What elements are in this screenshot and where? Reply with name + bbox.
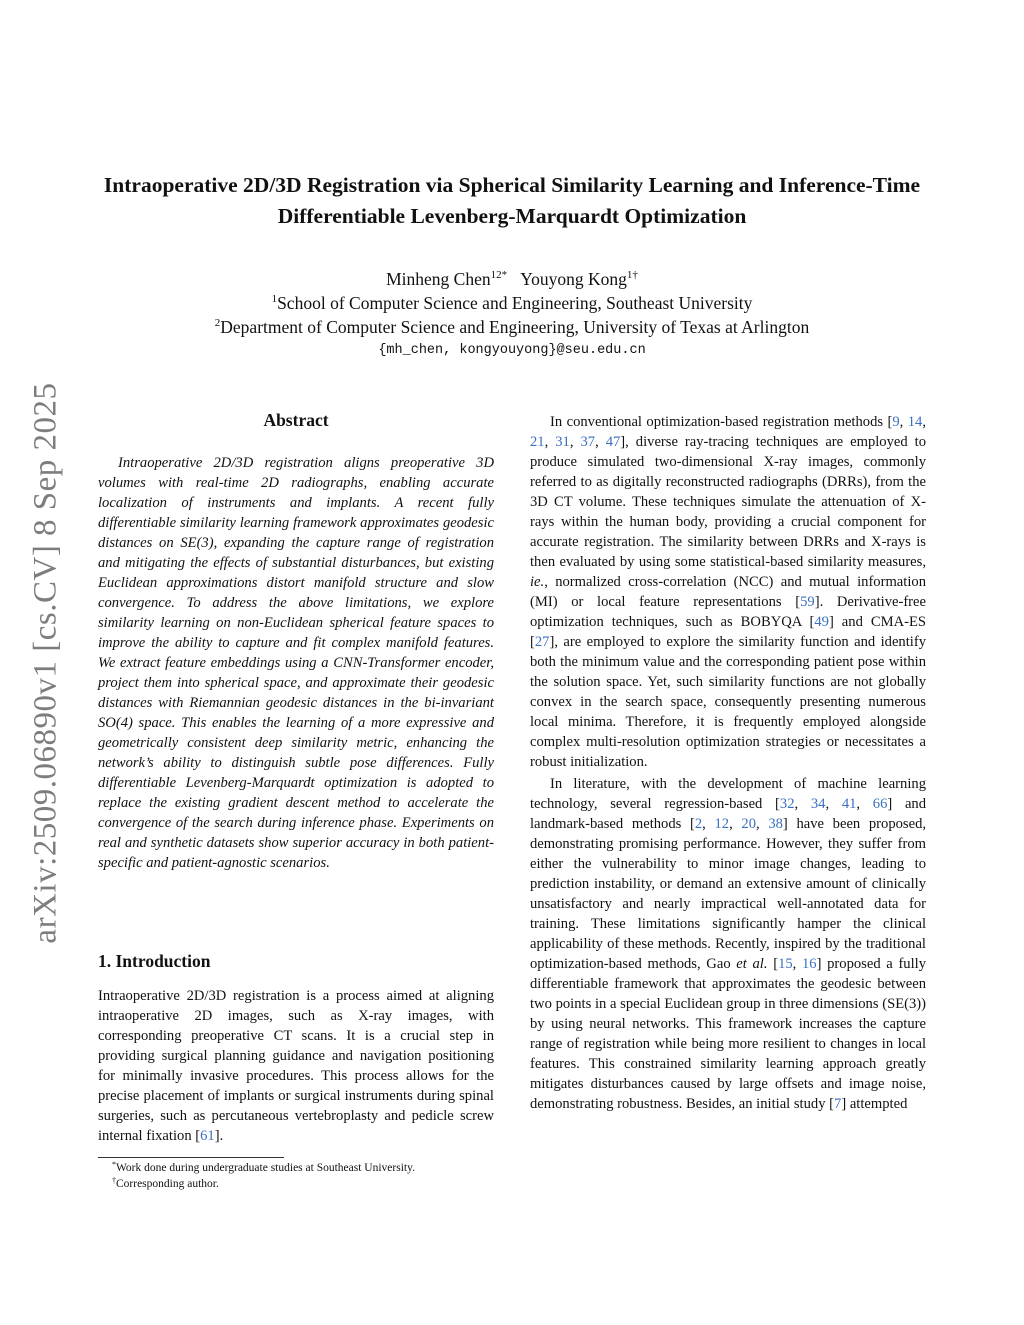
citation-separator: , [729, 816, 742, 832]
text-span: ] have been proposed, demonstrating promising performance. However, they suffer from either the vulnerability to minor image changes, leading to prediction instability, or demand an extensive amount of clinically unsatisfactory and nearly impractical well-annotated data for training. These limitations significantly hamper the clinical applicability of these methods. Recently, inspired by the traditional optimization-based methods, Gao [530, 816, 927, 972]
citation-link[interactable]: 37 [580, 434, 596, 450]
footnote-1-text: Work done during undergraduate studies at Southeast University. [116, 1162, 415, 1174]
footnote-1-mark: * [112, 1160, 116, 1169]
citation-separator: , [794, 796, 811, 812]
text-span: ], diverse ray-tracing techniques are employed to produce simulated two-dimensional X-ray images, commonly referred to as digitally reconstructed radiographs (DRRs), from the 3D CT volume. These techniques simulate the attenuation of X-rays within the human body, providing a crucial component for accurate registration. The similarity between DRRs and X-rays is then evaluated by using some statistical-based similarity measures, [530, 434, 927, 570]
affiliation-2-text: Department of Computer Science and Engineering, University of Texas at Arlington [220, 317, 810, 337]
emphasis-ie: ie. [530, 574, 545, 590]
intro-paragraph-1 [98, 986, 494, 1146]
affiliation-2 [90, 315, 934, 339]
text-span: ], are employed to explore the similarity function and identify both the minimum value and the corresponding patient pose within the solution space. Yet, such similarity functions are not globally convex in the search space, consequently presenting numerous local minima. Therefore, it is frequently employed alongside complex multi-resolution optimization strategies or necessitates a robust initialization. [530, 634, 926, 770]
citation-link[interactable]: 31 [555, 434, 570, 450]
author-names [90, 267, 934, 291]
citation-link[interactable]: 9 [892, 414, 900, 430]
citation-separator: , [856, 796, 873, 812]
text-span: ] and landmark-based methods [ [530, 796, 927, 832]
footnotes [98, 1160, 498, 1192]
citation-link[interactable]: 47 [605, 434, 621, 450]
citation-link[interactable]: 59 [800, 594, 815, 610]
citation-separator: , [792, 956, 802, 972]
author-2-name: Youyong Kong [520, 269, 627, 289]
right-column-body [530, 412, 926, 1114]
right-paragraph-2 [530, 774, 926, 1114]
citation-separator: , [825, 796, 842, 812]
citation-link[interactable]: 27 [534, 634, 550, 650]
text-span: ] and CMA-ES [ [530, 614, 926, 650]
citation-link[interactable]: 61 [200, 1128, 215, 1144]
paper-title: Intraoperative 2D/3D Registration via Spherical Similarity Learning and Inference-Time Differentiable Levenberg-Marquardt Optimization [103, 173, 921, 228]
text-span: ] attempted [841, 1096, 908, 1112]
citation-separator: , [595, 434, 606, 450]
author-1-name: Minheng Chen [386, 269, 491, 289]
citation-link[interactable]: 49 [814, 614, 829, 630]
citation-separator: , [756, 816, 769, 832]
citation-link[interactable]: 2 [694, 816, 703, 832]
text-span: , normalized cross-correlation (NCC) and mutual information (MI) or local feature representations [ [530, 574, 926, 610]
author-1-affiliation-mark: 12* [490, 269, 508, 281]
footnote-divider [98, 1157, 284, 1158]
abstract-text: Intraoperative 2D/3D registration aligns preoperative 3D volumes with real-time 2D radiographs, enabling accurate localization of instruments and implants. A recent fully differentiable similarity learning framework approximates geodesic distances on SE(3), expanding the capture range of registration and mitigating the effects of substantial disturbances, but existing Euclidean approximations distort manifold structure and slow convergence. To address the above limitations, we explore similarity learning on non-Euclidean spherical feature spaces to improve the ability to capture and fit complex manifold features. We extract feature embeddings using a CNN-Transformer encoder, project them into spherical space, and approximate their geodesic distances with Riemannian geodesic distances in the bi-invariant SO(4) space. This enables the learning of a more expressive and geometrically consistent deep similarity metric, enhancing the network’s ability to distinguish subtle pose differences. Fully differentiable Levenberg-Marquardt optimization is adopted to replace the existing gradient descent method to accelerate the convergence of the search during inference phase. Experiments on real and synthetic datasets show superior accuracy in both patient-specific and patient-agnostic scenarios. [98, 455, 494, 871]
text-span: ] proposed a fully differentiable framework that approximates the geodesic between two points in a special Euclidean group in three dimensions (SE(3)) by using neural networks. This framework increases the capture range of registration while being more resilient to changes in local features. This constrained similarity learning approach greatly mitigates disturbances caused by large offsets and image noise, demonstrating robustness. Besides, an initial study [ [530, 956, 927, 1112]
affiliation-1-mark: 1 [271, 293, 278, 305]
citation-link[interactable]: 21 [530, 434, 545, 450]
text-span: ]. Derivative-free optimization techniques, such as BOBYQA [ [530, 594, 926, 630]
citation-link[interactable]: 20 [741, 816, 756, 832]
section-heading-introduction: 1. Introduction [98, 951, 211, 971]
affiliation-2-mark: 2 [214, 317, 221, 329]
footnote-2 [98, 1176, 498, 1192]
citation-separator: , [899, 414, 908, 430]
citation-link[interactable]: 32 [779, 796, 795, 812]
text-span: [ [767, 956, 779, 972]
text-span: In literature, with the development of machine learning technology, several regression-based [ [530, 776, 926, 812]
citation-link[interactable]: 66 [872, 796, 888, 812]
text-span: ]. [214, 1128, 224, 1144]
abstract-heading: Abstract [263, 410, 329, 430]
right-paragraph-1 [530, 412, 926, 772]
author-email: {mh_chen, kongyouyong}@seu.edu.cn [378, 343, 646, 358]
footnote-2-text: Corresponding author. [116, 1178, 219, 1190]
citation-separator: , [702, 816, 715, 832]
citation-separator: , [544, 434, 556, 450]
abstract-body [98, 453, 494, 873]
citation-link[interactable]: 12 [714, 816, 730, 832]
author-block [90, 267, 934, 363]
footnote-2-mark: † [112, 1176, 116, 1185]
citation-link[interactable]: 34 [810, 796, 826, 812]
affiliation-1 [90, 291, 934, 315]
introduction-body [98, 986, 494, 1146]
citation-link[interactable]: 15 [778, 956, 793, 972]
citation-link[interactable]: 14 [907, 414, 923, 430]
citation-link[interactable]: 16 [801, 956, 817, 972]
citation-link[interactable]: 7 [834, 1096, 842, 1112]
footnote-1 [98, 1160, 498, 1176]
citation-link[interactable]: 41 [841, 796, 857, 812]
text-span: Intraoperative 2D/3D registration is a process aimed at aligning intraoperative 2D images, such as X-ray images, with corresponding preoperative CT scans. It is a crucial step in providing surgical planning guidance and navigation positioning for minimally invasive procedures. This process allows for the precise placement of implants or surgical instruments during spinal surgeries, such as percutaneous vertebroplasty and pedicle screw internal fixation [ [98, 988, 494, 1144]
citation-separator: , [922, 414, 926, 430]
emphasis-et-al: et al. [736, 956, 768, 972]
text-span: In conventional optimization-based registration methods [ [550, 414, 893, 430]
citation-separator: , [569, 434, 581, 450]
author-2-affiliation-mark: 1† [626, 269, 638, 281]
citation-link[interactable]: 38 [768, 816, 783, 832]
arxiv-id-text: arXiv:2509.06890v1 [cs.CV] 8 Sep 2025 [27, 382, 64, 944]
affiliation-1-text: School of Computer Science and Engineering, Southeast University [277, 293, 753, 313]
